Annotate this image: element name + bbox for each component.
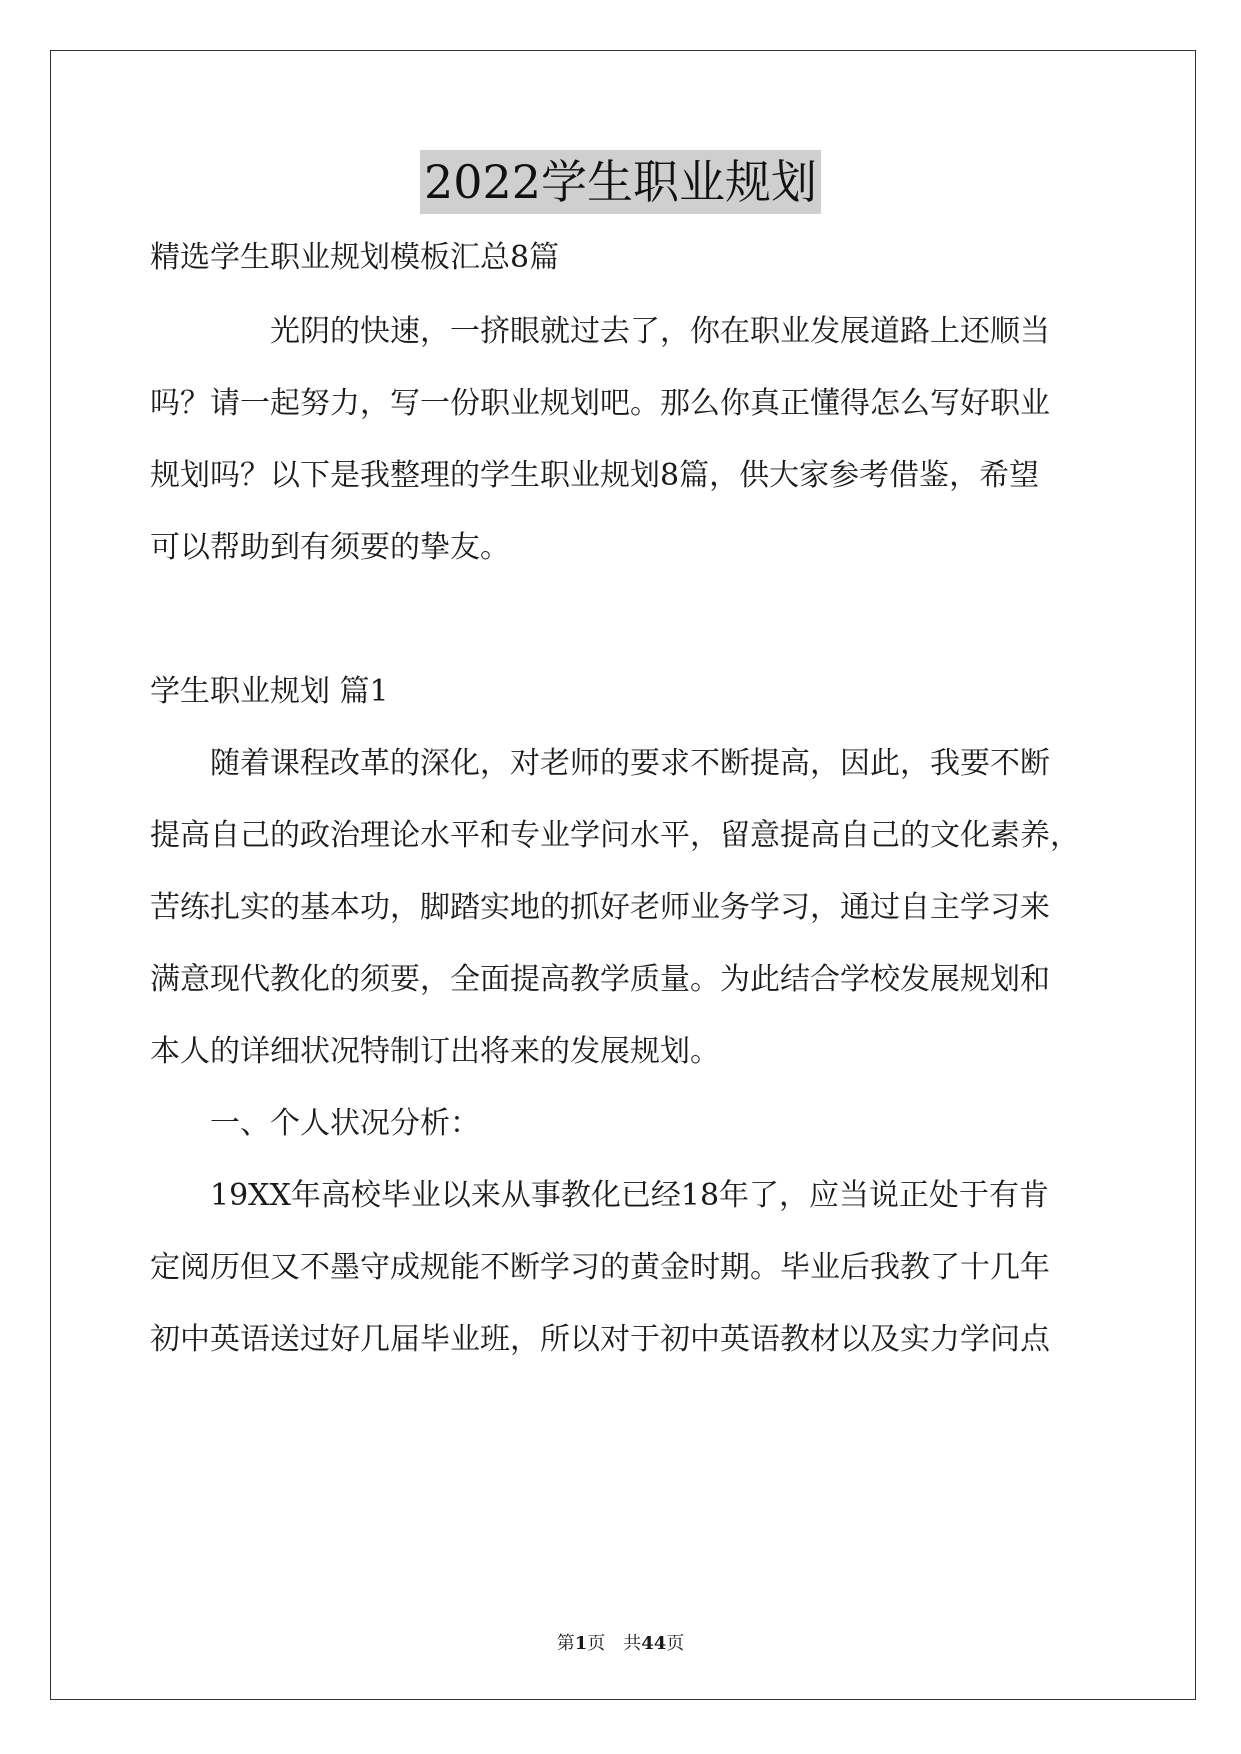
page-border bbox=[50, 50, 1196, 1700]
footer-prefix: 第 bbox=[556, 1633, 575, 1654]
analysis-line-2: 定阅历但又不墨守成规能不断学习的黄金时期。毕业后我教了十几年 bbox=[150, 1250, 1050, 1285]
subtitle: 精选学生职业规划模板汇总8篇 bbox=[150, 240, 560, 275]
analysis-line-3: 初中英语送过好几届毕业班，所以对于初中英语教材以及实力学问点 bbox=[150, 1322, 1050, 1357]
subheading: 一、个人状况分析： bbox=[210, 1106, 480, 1141]
section-para-line-4: 满意现代教化的须要，全面提高教学质量。为此结合学校发展规划和 bbox=[150, 962, 1050, 997]
footer-page-number: 1 bbox=[574, 1633, 588, 1654]
intro-line-2: 吗？请一起努力，写一份职业规划吧。那么你真正懂得怎么写好职业 bbox=[150, 386, 1050, 421]
section-heading: 学生职业规划 篇1 bbox=[150, 674, 389, 709]
analysis-line-1: 19XX年高校毕业以来从事教化已经18年了，应当说正处于有肯 bbox=[210, 1178, 1050, 1213]
section-para-line-1: 随着课程改革的深化，对老师的要求不断提高，因此，我要不断 bbox=[210, 746, 1050, 781]
footer-suffix: 页 bbox=[666, 1633, 685, 1654]
intro-line-3: 规划吗？以下是我整理的学生职业规划8篇，供大家参考借鉴，希望 bbox=[150, 458, 1040, 493]
document-title: 2022学生职业规划 bbox=[420, 150, 821, 214]
intro-line-1: 光阴的快速，一挤眼就过去了，你在职业发展道路上还顺当 bbox=[270, 314, 1050, 349]
section-para-line-5: 本人的详细状况特制订出将来的发展规划。 bbox=[150, 1034, 720, 1069]
footer-mid: 页 共 bbox=[587, 1633, 642, 1654]
intro-line-4: 可以帮助到有须要的挚友。 bbox=[150, 530, 510, 565]
footer-total-pages: 44 bbox=[641, 1633, 667, 1654]
section-para-line-2: 提高自己的政治理论水平和专业学问水平，留意提高自己的文化素养， bbox=[150, 818, 1080, 853]
title-container bbox=[0, 150, 1241, 214]
page-footer bbox=[0, 1632, 1241, 1656]
section-para-line-3: 苦练扎实的基本功，脚踏实地的抓好老师业务学习，通过自主学习来 bbox=[150, 890, 1050, 925]
